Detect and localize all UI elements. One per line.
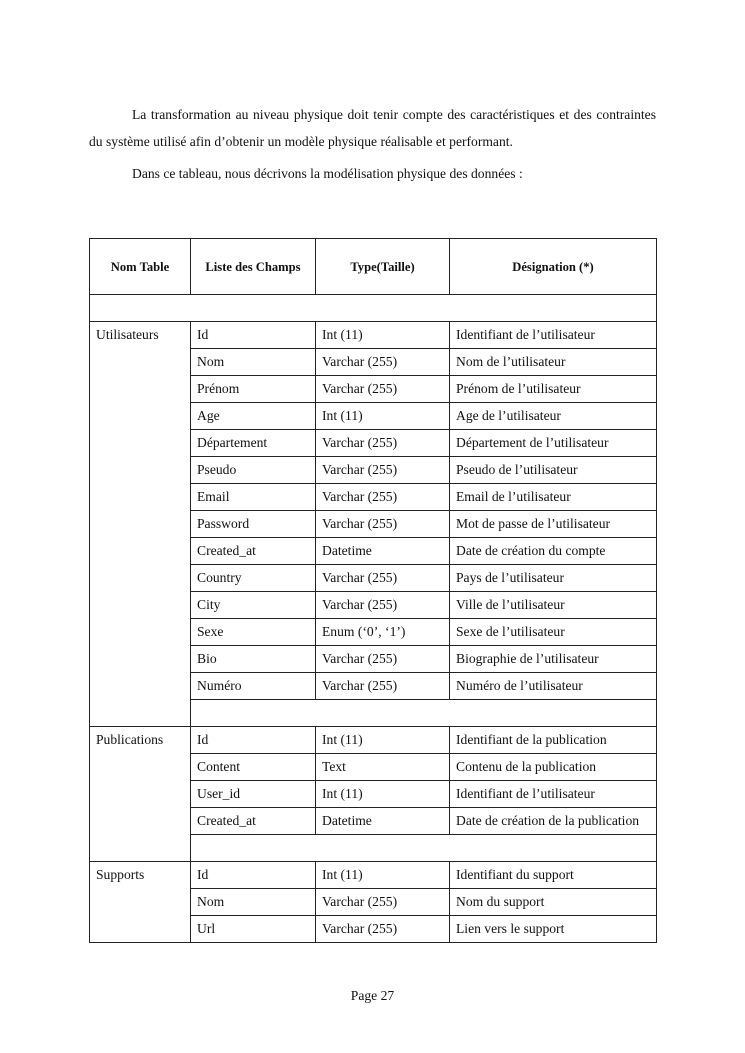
table-row bbox=[90, 322, 657, 349]
header-designation: Désignation (*) bbox=[450, 239, 657, 295]
table-row bbox=[90, 862, 657, 889]
table-body bbox=[90, 295, 657, 943]
field-type-cell: Int (11) bbox=[316, 862, 450, 889]
table-header-row bbox=[90, 239, 657, 295]
header-type-taille: Type(Taille) bbox=[316, 239, 450, 295]
field-designation-cell: Date de création de la publication bbox=[450, 808, 657, 835]
field-type-cell: Varchar (255) bbox=[316, 565, 450, 592]
spacer-cell bbox=[191, 835, 657, 862]
field-type-cell: Int (11) bbox=[316, 322, 450, 349]
table-name-cell: Supports bbox=[90, 862, 191, 943]
table-name-cell: Publications bbox=[90, 727, 191, 862]
field-name-cell: Pseudo bbox=[191, 457, 316, 484]
field-name-cell: City bbox=[191, 592, 316, 619]
field-designation-cell: Mot de passe de l’utilisateur bbox=[450, 511, 657, 538]
table-row bbox=[90, 727, 657, 754]
field-designation-cell: Ville de l’utilisateur bbox=[450, 592, 657, 619]
field-name-cell: Département bbox=[191, 430, 316, 457]
field-designation-cell: Identifiant de la publication bbox=[450, 727, 657, 754]
page-number: Page 27 bbox=[350, 988, 395, 1003]
field-name-cell: User_id bbox=[191, 781, 316, 808]
field-type-cell: Varchar (255) bbox=[316, 457, 450, 484]
field-name-cell: Id bbox=[191, 727, 316, 754]
field-name-cell: Created_at bbox=[191, 808, 316, 835]
physical-model-table bbox=[89, 238, 657, 943]
field-name-cell: Email bbox=[191, 484, 316, 511]
field-name-cell: Nom bbox=[191, 349, 316, 376]
field-type-cell: Int (11) bbox=[316, 727, 450, 754]
spacer-cell bbox=[191, 700, 657, 727]
spacer-row bbox=[90, 295, 657, 322]
field-designation-cell: Pays de l’utilisateur bbox=[450, 565, 657, 592]
field-designation-cell: Nom de l’utilisateur bbox=[450, 349, 657, 376]
table-name-cell: Utilisateurs bbox=[90, 322, 191, 727]
field-name-cell: Password bbox=[191, 511, 316, 538]
field-name-cell: Url bbox=[191, 916, 316, 943]
field-name-cell: Nom bbox=[191, 889, 316, 916]
field-designation-cell: Identifiant du support bbox=[450, 862, 657, 889]
field-type-cell: Varchar (255) bbox=[316, 376, 450, 403]
header-liste-champs: Liste des Champs bbox=[191, 239, 316, 295]
field-name-cell: Numéro bbox=[191, 673, 316, 700]
field-designation-cell: Age de l’utilisateur bbox=[450, 403, 657, 430]
field-type-cell: Datetime bbox=[316, 538, 450, 565]
field-name-cell: Created_at bbox=[191, 538, 316, 565]
field-type-cell: Varchar (255) bbox=[316, 430, 450, 457]
field-name-cell: Content bbox=[191, 754, 316, 781]
field-type-cell: Varchar (255) bbox=[316, 889, 450, 916]
field-type-cell: Text bbox=[316, 754, 450, 781]
field-designation-cell: Identifiant de l’utilisateur bbox=[450, 781, 657, 808]
field-name-cell: Age bbox=[191, 403, 316, 430]
field-designation-cell: Pseudo de l’utilisateur bbox=[450, 457, 657, 484]
field-designation-cell: Email de l’utilisateur bbox=[450, 484, 657, 511]
field-name-cell: Sexe bbox=[191, 619, 316, 646]
field-type-cell: Int (11) bbox=[316, 781, 450, 808]
field-type-cell: Varchar (255) bbox=[316, 916, 450, 943]
field-designation-cell: Nom du support bbox=[450, 889, 657, 916]
field-type-cell: Int (11) bbox=[316, 403, 450, 430]
intro-paragraph-1: La transformation au niveau physique doit tenir compte des caractéristiques et des contraintes du système utilisé afin d’obtenir un modèle physique réalisable et performant. bbox=[89, 107, 656, 149]
field-type-cell: Varchar (255) bbox=[316, 484, 450, 511]
spacer-cell bbox=[90, 295, 657, 322]
field-designation-cell: Sexe de l’utilisateur bbox=[450, 619, 657, 646]
field-name-cell: Bio bbox=[191, 646, 316, 673]
field-designation-cell: Biographie de l’utilisateur bbox=[450, 646, 657, 673]
field-designation-cell: Numéro de l’utilisateur bbox=[450, 673, 657, 700]
field-type-cell: Varchar (255) bbox=[316, 646, 450, 673]
field-type-cell: Varchar (255) bbox=[316, 349, 450, 376]
header-nom-table: Nom Table bbox=[90, 239, 191, 295]
intro-paragraph-2: Dans ce tableau, nous décrivons la modélisation physique des données : bbox=[132, 166, 523, 181]
field-type-cell: Datetime bbox=[316, 808, 450, 835]
field-designation-cell: Contenu de la publication bbox=[450, 754, 657, 781]
field-type-cell: Varchar (255) bbox=[316, 592, 450, 619]
field-designation-cell: Lien vers le support bbox=[450, 916, 657, 943]
field-type-cell: Varchar (255) bbox=[316, 511, 450, 538]
field-designation-cell: Prénom de l’utilisateur bbox=[450, 376, 657, 403]
field-name-cell: Prénom bbox=[191, 376, 316, 403]
field-designation-cell: Identifiant de l’utilisateur bbox=[450, 322, 657, 349]
field-name-cell: Id bbox=[191, 862, 316, 889]
field-type-cell: Varchar (255) bbox=[316, 673, 450, 700]
field-designation-cell: Département de l’utilisateur bbox=[450, 430, 657, 457]
field-type-cell: Enum (‘0’, ‘1’) bbox=[316, 619, 450, 646]
field-name-cell: Id bbox=[191, 322, 316, 349]
field-name-cell: Country bbox=[191, 565, 316, 592]
field-designation-cell: Date de création du compte bbox=[450, 538, 657, 565]
